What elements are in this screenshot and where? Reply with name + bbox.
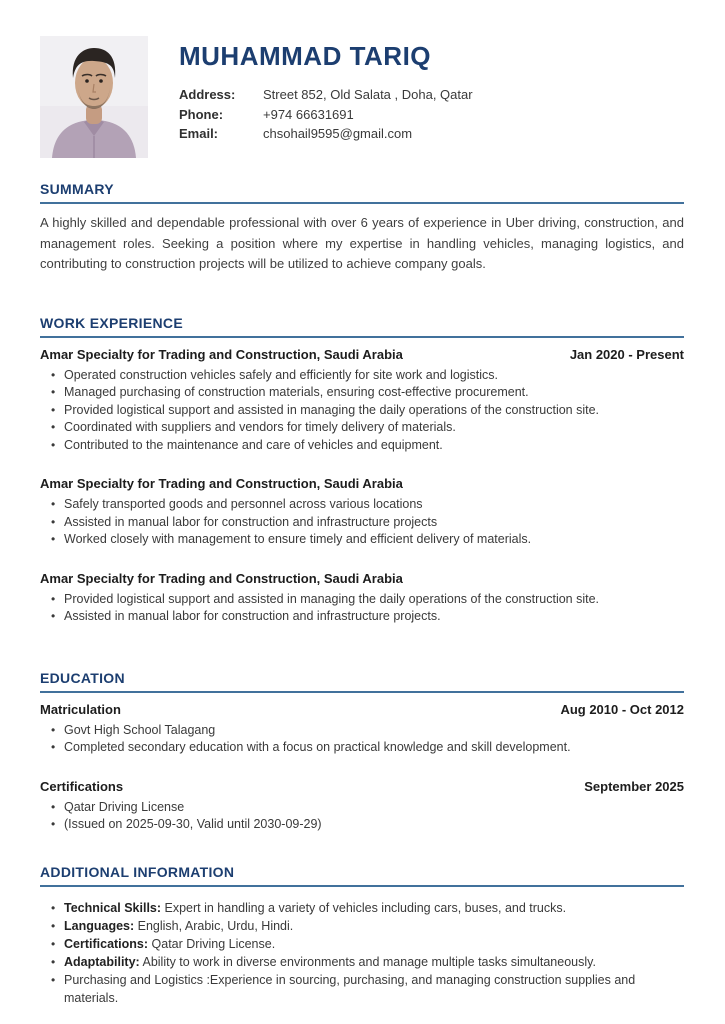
additional-item-text: Qatar Driving License. [148,936,276,951]
work-experience-divider [40,336,684,338]
additional-item [40,935,684,953]
education-entry [40,702,684,757]
profile-photo [40,36,148,158]
education-entry-bullets [40,722,684,757]
additional-information-list [40,899,684,1007]
profile-photo-illustration [40,36,148,158]
work-bullet: • Coordinated with suppliers and vendors for timely delivery of materials. [40,419,684,437]
certifications-entry-head [40,779,684,794]
work-bullet: • Managed purchasing of construction materials, ensuring cost-effective procurement. [40,384,684,402]
resume-header [40,36,684,158]
additional-item-label: Certifications: [64,936,149,951]
work-entry-head [40,476,684,491]
additional-item-label: Languages: [64,918,135,933]
certifications-entry-bullets [40,799,684,834]
contact-address-row [179,85,684,105]
contact-email-row [179,124,684,144]
section-summary [40,181,684,275]
education-title: EDUCATION [40,669,125,686]
contact-phone-row [179,105,684,125]
address-label: Address: [179,87,236,103]
additional-item-text: Ability to work in diverse environments and manage multiple tasks simultaneously. [139,954,596,969]
additional-item-text: Expert in handling a variety of vehicles including cars, buses, and trucks. [161,900,567,915]
education-heading: Matriculation [40,701,121,717]
section-additional-information [40,864,684,1007]
education-entry-head [40,702,684,717]
employer-name: Amar Specialty for Trading and Construction, Saudi Arabia [40,476,403,491]
certification-bullet: • (Issued on 2025-09-30, Valid until 2030-09-29) [40,816,684,834]
work-bullet: • Assisted in manual labor for construction and infrastructure projects. [40,608,684,626]
education-bullet: • Govt High School Talagang [40,722,684,740]
education-divider [40,691,684,693]
address-value: Street 852, Old Salata , Doha, Qatar [263,87,473,103]
additional-item-label: Adaptability: [64,954,140,969]
education-dates: Aug 2010 - Oct 2012 [560,701,684,717]
work-entry-bullets [40,367,684,455]
section-work-experience [40,315,684,626]
certifications-entry [40,779,684,834]
work-bullet: • Operated construction vehicles safely and efficiently for site work and logistics. [40,367,684,385]
additional-item [40,899,684,917]
work-bullet: • Contributed to the maintenance and care of vehicles and equipment. [40,437,684,455]
person-name: MUHAMMAD TARIQ [179,41,432,71]
additional-information-title: ADDITIONAL INFORMATION [40,863,235,880]
additional-item [40,971,654,1007]
employment-dates: Jan 2020 - Present [569,346,684,362]
work-bullet: • Safely transported goods and personnel across various locations [40,496,684,514]
work-experience-title: WORK EXPERIENCE [40,314,183,331]
work-entry-head [40,347,684,362]
summary-divider [40,202,684,204]
work-bullet: • Provided logistical support and assisted in managing the daily operations of the construction site. [40,402,684,420]
work-entry-bullets [40,591,684,626]
employer-name: Amar Specialty for Trading and Construction, Saudi Arabia [40,570,403,586]
additional-item [40,917,684,935]
section-education [40,670,684,834]
certifications-heading: Certifications [40,778,124,794]
additional-item [40,953,684,971]
additional-item-label: Technical Skills: [64,900,162,915]
certifications-dates: September 2025 [584,778,684,794]
work-entry-head [40,571,684,586]
work-entry-bullets [40,496,684,549]
certification-bullet: • Qatar Driving License [40,799,684,817]
phone-value: +974 66631691 [263,106,354,122]
additional-item-text: English, Arabic, Urdu, Hindi. [134,918,294,933]
employer-name: Amar Specialty for Trading and Construction, Saudi Arabia [40,346,403,362]
work-entry [40,347,684,455]
work-bullet: • Provided logistical support and assisted in managing the daily operations of the construction site. [40,591,684,609]
work-bullet: • Assisted in manual labor for construction and infrastructure projects [40,514,684,532]
summary-title: SUMMARY [40,181,114,197]
email-value: chsohail9595@gmail.com [263,126,413,142]
email-label: Email: [179,126,219,142]
additional-item-text: Purchasing and Logistics :Experience in sourcing, purchasing, and managing construction supplies and materials. [64,972,636,1005]
work-bullet: • Worked closely with management to ensure timely and efficient delivery of materials. [40,531,684,549]
work-entry [40,476,684,549]
header-identity-block [179,36,684,144]
summary-text: A highly skilled and dependable professional with over 6 years of experience in Uber driving, construction, and management roles. Seeking a position where my expertise in handling vehicles, managing logistics, and contributing to construction projects will be utilized to achieve company goals. [40,215,684,271]
phone-label: Phone: [179,106,224,122]
work-entry [40,571,684,626]
additional-information-divider [40,885,684,887]
education-bullet: • Completed secondary education with a focus on practical knowledge and skill development. [40,739,684,757]
